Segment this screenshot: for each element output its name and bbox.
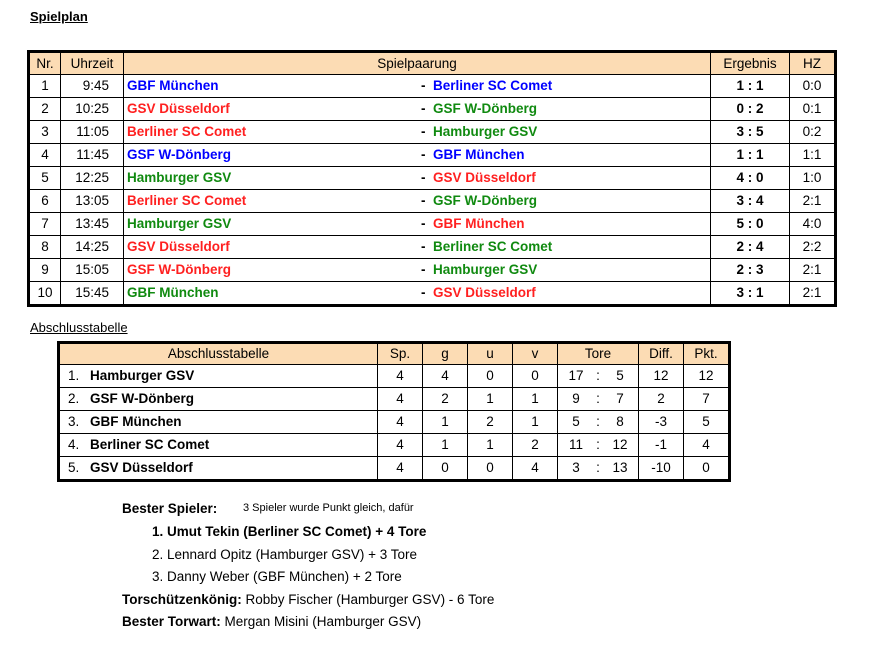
wins: 4 <box>423 365 468 388</box>
games-played: 4 <box>378 388 423 411</box>
halftime-score: 4:0 <box>790 213 836 236</box>
wins: 2 <box>423 388 468 411</box>
points: 12 <box>684 365 730 388</box>
away-team: GSF W-Dönberg <box>433 101 537 116</box>
schedule-row <box>29 98 836 121</box>
top-scorer-value: Robby Fischer (Hamburger GSV) - 6 Tore <box>241 592 495 607</box>
best-player-3: 3. Danny Weber (GBF München) + 2 Tore <box>152 569 402 584</box>
match-pairing <box>124 144 711 167</box>
home-team: GSV Düsseldorf <box>127 101 230 116</box>
draws: 2 <box>468 411 513 434</box>
home-team: GBF München <box>127 78 219 93</box>
match-result: 4 : 0 <box>711 167 790 190</box>
standings-body <box>59 365 730 481</box>
away-team: GSV Düsseldorf <box>433 285 536 300</box>
home-team: Berliner SC Comet <box>127 193 247 208</box>
best-goalkeeper-value: Mergan Misini (Hamburger GSV) <box>220 614 422 629</box>
header-lost: v <box>513 343 558 365</box>
match-time: 11:45 <box>61 144 124 167</box>
match-result: 3 : 4 <box>711 190 790 213</box>
rank: 3. <box>59 411 89 434</box>
away-team: GBF München <box>433 216 525 231</box>
match-number: 4 <box>29 144 61 167</box>
pairing-dash: - <box>421 78 426 93</box>
match-time: 15:05 <box>61 259 124 282</box>
standings-row <box>59 411 730 434</box>
header-result: Ergebnis <box>711 52 790 75</box>
schedule-row <box>29 144 836 167</box>
match-pairing <box>124 75 711 98</box>
away-team: GSV Düsseldorf <box>433 170 536 185</box>
header-games: Sp. <box>378 343 423 365</box>
match-time: 13:05 <box>61 190 124 213</box>
goal-difference: 12 <box>639 365 684 388</box>
match-result: 5 : 0 <box>711 213 790 236</box>
goals-colon: : <box>594 365 602 388</box>
match-pairing <box>124 190 711 213</box>
halftime-score: 0:0 <box>790 75 836 98</box>
match-pairing <box>124 213 711 236</box>
rank: 4. <box>59 434 89 457</box>
games-played: 4 <box>378 411 423 434</box>
pairing-dash: - <box>421 216 426 231</box>
team-name: GBF München <box>88 411 378 434</box>
draws: 0 <box>468 457 513 481</box>
schedule-row <box>29 213 836 236</box>
top-scorer-label: Torschützenkönig: <box>122 592 242 607</box>
away-team: Hamburger GSV <box>433 262 538 277</box>
losses: 1 <box>513 411 558 434</box>
halftime-score: 0:2 <box>790 121 836 144</box>
losses: 0 <box>513 365 558 388</box>
draws: 1 <box>468 388 513 411</box>
match-result: 3 : 5 <box>711 121 790 144</box>
match-time: 9:45 <box>61 75 124 98</box>
pairing-dash: - <box>421 285 426 300</box>
best-goalkeeper-label: Bester Torwart: <box>122 614 221 629</box>
match-number: 2 <box>29 98 61 121</box>
header-standings: Abschlusstabelle <box>59 343 378 365</box>
top-scorer <box>122 592 494 607</box>
match-time: 12:25 <box>61 167 124 190</box>
match-result: 1 : 1 <box>711 144 790 167</box>
home-team: Hamburger GSV <box>127 170 232 185</box>
schedule-row <box>29 190 836 213</box>
match-result: 2 : 3 <box>711 259 790 282</box>
away-team: Hamburger GSV <box>433 124 538 139</box>
match-number: 5 <box>29 167 61 190</box>
goals-for: 11 <box>558 434 595 457</box>
pairing-dash: - <box>421 170 426 185</box>
best-player-label: Bester Spieler: <box>122 501 218 516</box>
standings-row <box>59 388 730 411</box>
goals-colon: : <box>594 434 602 457</box>
match-time: 13:45 <box>61 213 124 236</box>
schedule-row <box>29 259 836 282</box>
match-number: 1 <box>29 75 61 98</box>
best-player-2: 2. Lennard Opitz (Hamburger GSV) + 3 Tore <box>152 547 418 562</box>
match-result: 1 : 1 <box>711 75 790 98</box>
goals-colon: : <box>594 388 602 411</box>
standings-heading: Abschlusstabelle <box>30 320 128 335</box>
header-diff: Diff. <box>639 343 684 365</box>
points: 4 <box>684 434 730 457</box>
match-number: 6 <box>29 190 61 213</box>
halftime-score: 2:1 <box>790 259 836 282</box>
header-draw: u <box>468 343 513 365</box>
goal-difference: -10 <box>639 457 684 481</box>
best-player-1: 1. Umut Tekin (Berliner SC Comet) + 4 Tore <box>152 524 427 539</box>
match-pairing <box>124 167 711 190</box>
schedule-heading: Spielplan <box>30 9 88 24</box>
goals-colon: : <box>594 411 602 434</box>
pairing-dash: - <box>421 193 426 208</box>
goal-difference: -3 <box>639 411 684 434</box>
away-team: GBF München <box>433 147 525 162</box>
games-played: 4 <box>378 434 423 457</box>
standings-row <box>59 457 730 481</box>
losses: 1 <box>513 388 558 411</box>
team-name: GSF W-Dönberg <box>88 388 378 411</box>
match-number: 10 <box>29 282 61 306</box>
match-pairing <box>124 259 711 282</box>
team-name: Berliner SC Comet <box>88 434 378 457</box>
pairing-dash: - <box>421 147 426 162</box>
away-team: Berliner SC Comet <box>433 78 553 93</box>
match-pairing <box>124 236 711 259</box>
goals-against: 7 <box>602 388 639 411</box>
halftime-score: 1:0 <box>790 167 836 190</box>
match-pairing <box>124 282 711 306</box>
header-halftime: HZ <box>790 52 836 75</box>
best-goalkeeper <box>122 614 421 629</box>
goals-colon: : <box>594 457 602 481</box>
schedule-row <box>29 236 836 259</box>
pairing-dash: - <box>421 239 426 254</box>
standings-header-row <box>59 343 730 365</box>
match-number: 8 <box>29 236 61 259</box>
points: 0 <box>684 457 730 481</box>
pairing-dash: - <box>421 124 426 139</box>
goal-difference: -1 <box>639 434 684 457</box>
home-team: GSF W-Dönberg <box>127 147 231 162</box>
pairing-dash: - <box>421 262 426 277</box>
goals-for: 3 <box>558 457 595 481</box>
standings-row <box>59 365 730 388</box>
header-pairing: Spielpaarung <box>124 52 711 75</box>
home-team: Berliner SC Comet <box>127 124 247 139</box>
games-played: 4 <box>378 457 423 481</box>
match-number: 9 <box>29 259 61 282</box>
header-won: g <box>423 343 468 365</box>
goals-for: 17 <box>558 365 595 388</box>
games-played: 4 <box>378 365 423 388</box>
header-goals: Tore <box>558 343 639 365</box>
schedule-table <box>27 50 837 307</box>
header-points: Pkt. <box>684 343 730 365</box>
halftime-score: 2:1 <box>790 190 836 213</box>
match-time: 10:25 <box>61 98 124 121</box>
schedule-header-row <box>29 52 836 75</box>
goals-against: 13 <box>602 457 639 481</box>
goal-difference: 2 <box>639 388 684 411</box>
standings-row <box>59 434 730 457</box>
losses: 4 <box>513 457 558 481</box>
match-result: 2 : 4 <box>711 236 790 259</box>
points: 7 <box>684 388 730 411</box>
match-result: 0 : 2 <box>711 98 790 121</box>
goals-against: 12 <box>602 434 639 457</box>
schedule-body <box>29 75 836 306</box>
wins: 1 <box>423 411 468 434</box>
schedule-row <box>29 75 836 98</box>
wins: 1 <box>423 434 468 457</box>
schedule-row <box>29 167 836 190</box>
goals-against: 5 <box>602 365 639 388</box>
halftime-score: 2:1 <box>790 282 836 306</box>
match-pairing <box>124 98 711 121</box>
header-time: Uhrzeit <box>61 52 124 75</box>
standings-table <box>57 341 731 482</box>
goals-for: 9 <box>558 388 595 411</box>
team-name: GSV Düsseldorf <box>88 457 378 481</box>
home-team: Hamburger GSV <box>127 216 232 231</box>
home-team: GSV Düsseldorf <box>127 239 230 254</box>
match-time: 14:25 <box>61 236 124 259</box>
team-name: Hamburger GSV <box>88 365 378 388</box>
header-nr: Nr. <box>29 52 61 75</box>
schedule-row <box>29 282 836 306</box>
goals-for: 5 <box>558 411 595 434</box>
schedule-row <box>29 121 836 144</box>
halftime-score: 2:2 <box>790 236 836 259</box>
halftime-score: 0:1 <box>790 98 836 121</box>
goals-against: 8 <box>602 411 639 434</box>
points: 5 <box>684 411 730 434</box>
match-number: 7 <box>29 213 61 236</box>
home-team: GSF W-Dönberg <box>127 262 231 277</box>
match-result: 3 : 1 <box>711 282 790 306</box>
wins: 0 <box>423 457 468 481</box>
rank: 5. <box>59 457 89 481</box>
losses: 2 <box>513 434 558 457</box>
pairing-dash: - <box>421 101 426 116</box>
halftime-score: 1:1 <box>790 144 836 167</box>
draws: 1 <box>468 434 513 457</box>
away-team: GSF W-Dönberg <box>433 193 537 208</box>
best-player-note: 3 Spieler wurde Punkt gleich, dafür <box>243 502 414 514</box>
match-time: 15:45 <box>61 282 124 306</box>
match-time: 11:05 <box>61 121 124 144</box>
draws: 0 <box>468 365 513 388</box>
match-number: 3 <box>29 121 61 144</box>
rank: 2. <box>59 388 89 411</box>
away-team: Berliner SC Comet <box>433 239 553 254</box>
match-pairing <box>124 121 711 144</box>
home-team: GBF München <box>127 285 219 300</box>
rank: 1. <box>59 365 89 388</box>
